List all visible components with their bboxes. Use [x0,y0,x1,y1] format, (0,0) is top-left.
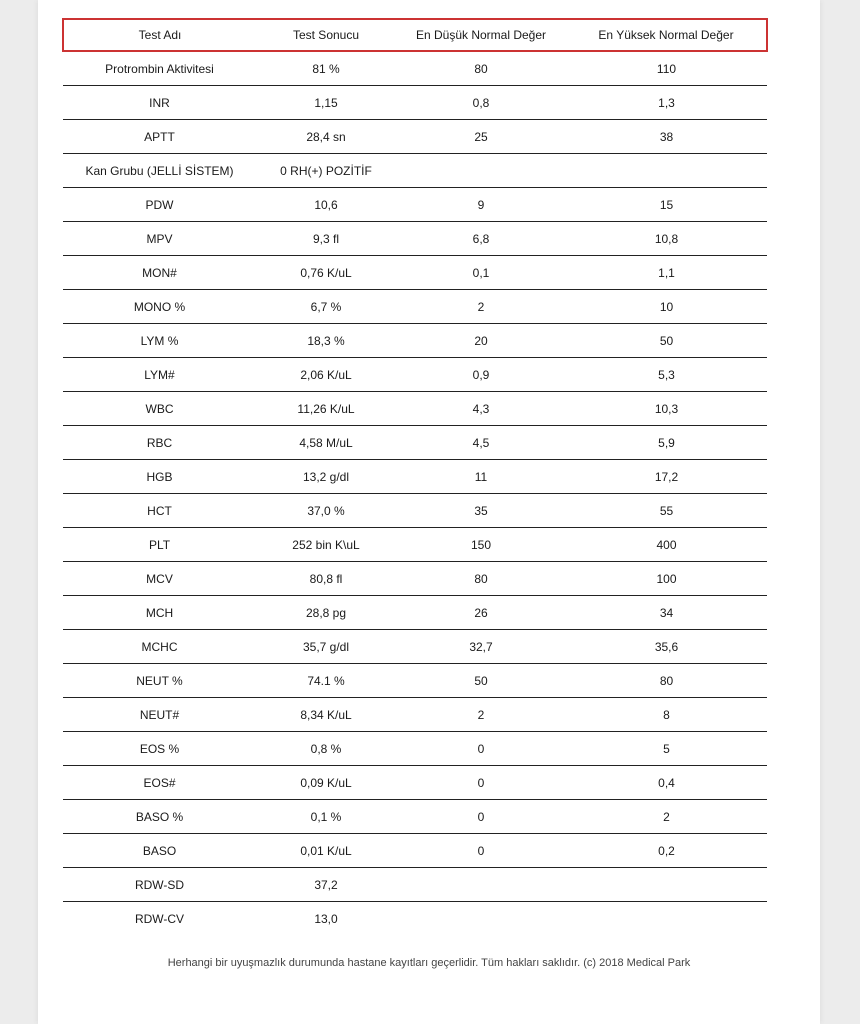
cell-max-normal: 100 [566,562,767,596]
cell-max-normal: 38 [566,120,767,154]
cell-min-normal: 80 [396,562,566,596]
cell-min-normal: 11 [396,460,566,494]
table-row [63,528,767,562]
cell-test-name: MON# [63,256,256,290]
cell-max-normal: 1,3 [566,86,767,120]
cell-test-name: MCHC [63,630,256,664]
table-row [63,154,767,188]
header-test-result: Test Sonucu [256,19,396,51]
table-row [63,256,767,290]
cell-test-name: Protrombin Aktivitesi [63,51,256,86]
cell-max-normal [566,154,767,188]
cell-test-result: 74.1 % [256,664,396,698]
cell-test-name: PLT [63,528,256,562]
cell-test-name: APTT [63,120,256,154]
cell-test-result: 11,26 K/uL [256,392,396,426]
cell-test-name: INR [63,86,256,120]
cell-min-normal: 50 [396,664,566,698]
cell-test-result: 0,09 K/uL [256,766,396,800]
cell-min-normal: 0,9 [396,358,566,392]
cell-test-result: 0,01 K/uL [256,834,396,868]
cell-min-normal: 4,3 [396,392,566,426]
cell-max-normal: 80 [566,664,767,698]
cell-test-result: 28,4 sn [256,120,396,154]
cell-max-normal: 2 [566,800,767,834]
cell-min-normal: 2 [396,698,566,732]
table-row [63,664,767,698]
cell-test-name: MCV [63,562,256,596]
cell-max-normal: 110 [566,51,767,86]
cell-test-result: 28,8 pg [256,596,396,630]
cell-min-normal: 150 [396,528,566,562]
table-row [63,834,767,868]
cell-test-result: 0,8 % [256,732,396,766]
cell-test-result: 0,76 K/uL [256,256,396,290]
report-page [38,0,820,1024]
table-row [63,426,767,460]
table-row [63,460,767,494]
cell-max-normal: 5,3 [566,358,767,392]
cell-test-result: 0,1 % [256,800,396,834]
cell-max-normal: 10 [566,290,767,324]
table-row [63,51,767,86]
cell-test-name: NEUT# [63,698,256,732]
cell-test-result: 1,15 [256,86,396,120]
table-row [63,868,767,902]
cell-test-result: 37,2 [256,868,396,902]
table-row [63,120,767,154]
cell-max-normal: 10,3 [566,392,767,426]
cell-min-normal: 32,7 [396,630,566,664]
cell-max-normal: 5,9 [566,426,767,460]
table-row [63,562,767,596]
cell-max-normal: 10,8 [566,222,767,256]
cell-max-normal: 55 [566,494,767,528]
cell-test-result: 0 RH(+) POZİTİF [256,154,396,188]
cell-min-normal: 20 [396,324,566,358]
cell-test-name: RDW-SD [63,868,256,902]
cell-min-normal: 9 [396,188,566,222]
cell-test-name: Kan Grubu (JELLİ SİSTEM) [63,154,256,188]
cell-test-name: LYM# [63,358,256,392]
cell-min-normal: 0 [396,766,566,800]
cell-test-result: 252 bin K\uL [256,528,396,562]
cell-max-normal [566,868,767,902]
cell-max-normal: 1,1 [566,256,767,290]
cell-max-normal: 5 [566,732,767,766]
cell-test-result: 13,0 [314,911,338,926]
cell-min-normal [396,154,566,188]
cell-min-normal [396,902,566,936]
cell-min-normal: 25 [396,120,566,154]
cell-min-normal: 0 [396,800,566,834]
cell-max-normal: 50 [566,324,767,358]
cell-test-result: 9,3 fl [256,222,396,256]
cell-max-normal: 15 [566,188,767,222]
cell-max-normal: 400 [566,528,767,562]
cell-min-normal: 35 [396,494,566,528]
table-row [63,698,767,732]
cell-test-result: 35,7 g/dl [256,630,396,664]
cell-test-name: EOS % [63,732,256,766]
cell-max-normal: 0,4 [566,766,767,800]
table-row [63,902,767,936]
cell-test-name: MCH [63,596,256,630]
header-test-name: Test Adı [63,19,256,51]
cell-min-normal: 0,1 [396,256,566,290]
cell-test-result: 6,7 % [256,290,396,324]
cell-max-normal: 17,2 [566,460,767,494]
table-row [63,358,767,392]
cell-max-normal: 8 [566,698,767,732]
table-row [63,766,767,800]
cell-test-name: HGB [63,460,256,494]
table-header [63,19,767,51]
table-row [63,290,767,324]
table-row [63,392,767,426]
table-row [63,222,767,256]
cell-test-name: NEUT % [63,664,256,698]
cell-min-normal: 6,8 [396,222,566,256]
cell-test-result: 2,06 K/uL [256,358,396,392]
table-row [63,596,767,630]
footer-disclaimer: Herhangi bir uyuşmazlık durumunda hastane kayıtları geçerlidir. Tüm hakları saklıdır. (c) 2018 Medical Park [167,957,691,969]
cell-test-result: 81 % [256,51,396,86]
cell-test-result: 80,8 fl [256,562,396,596]
table-row [63,630,767,664]
header-row [63,19,767,51]
cell-min-normal: 4,5 [396,426,566,460]
table-body [63,51,767,935]
cell-min-normal: 2 [396,290,566,324]
table-row [63,494,767,528]
cell-test-name: RBC [63,426,256,460]
cell-min-normal: 0 [396,834,566,868]
table-row [63,800,767,834]
cell-test-result: 4,58 M/uL [256,426,396,460]
header-min-normal: En Düşük Normal Değer [396,19,566,51]
table-row [63,188,767,222]
cell-test-name: WBC [63,392,256,426]
cell-test-name: BASO [63,834,256,868]
cell-test-name: MONO % [63,290,256,324]
cell-max-normal [566,902,767,936]
cell-test-name: PDW [63,188,256,222]
cell-min-normal: 0 [396,732,566,766]
cell-min-normal [396,868,566,902]
table-row [63,732,767,766]
cell-max-normal: 34 [566,596,767,630]
table-row [63,324,767,358]
cell-test-result: 10,6 [256,188,396,222]
cell-min-normal: 0,8 [396,86,566,120]
cell-test-result: 37,0 % [256,494,396,528]
table-row [63,86,767,120]
cell-test-name: BASO % [63,800,256,834]
cell-test-result: 18,3 % [256,324,396,358]
cell-min-normal: 80 [396,51,566,86]
lab-results-table [62,18,768,935]
cell-max-normal: 0,2 [566,834,767,868]
cell-test-name: LYM % [63,324,256,358]
cell-test-result: 13,2 g/dl [256,460,396,494]
cell-min-normal: 26 [396,596,566,630]
cell-test-name: HCT [63,494,256,528]
cell-max-normal: 35,6 [566,630,767,664]
cell-test-name: EOS# [63,766,256,800]
cell-test-name: MPV [63,222,256,256]
cell-test-name: RDW-CV [134,911,185,926]
header-max-normal: En Yüksek Normal Değer [566,19,767,51]
cell-test-result: 8,34 K/uL [256,698,396,732]
